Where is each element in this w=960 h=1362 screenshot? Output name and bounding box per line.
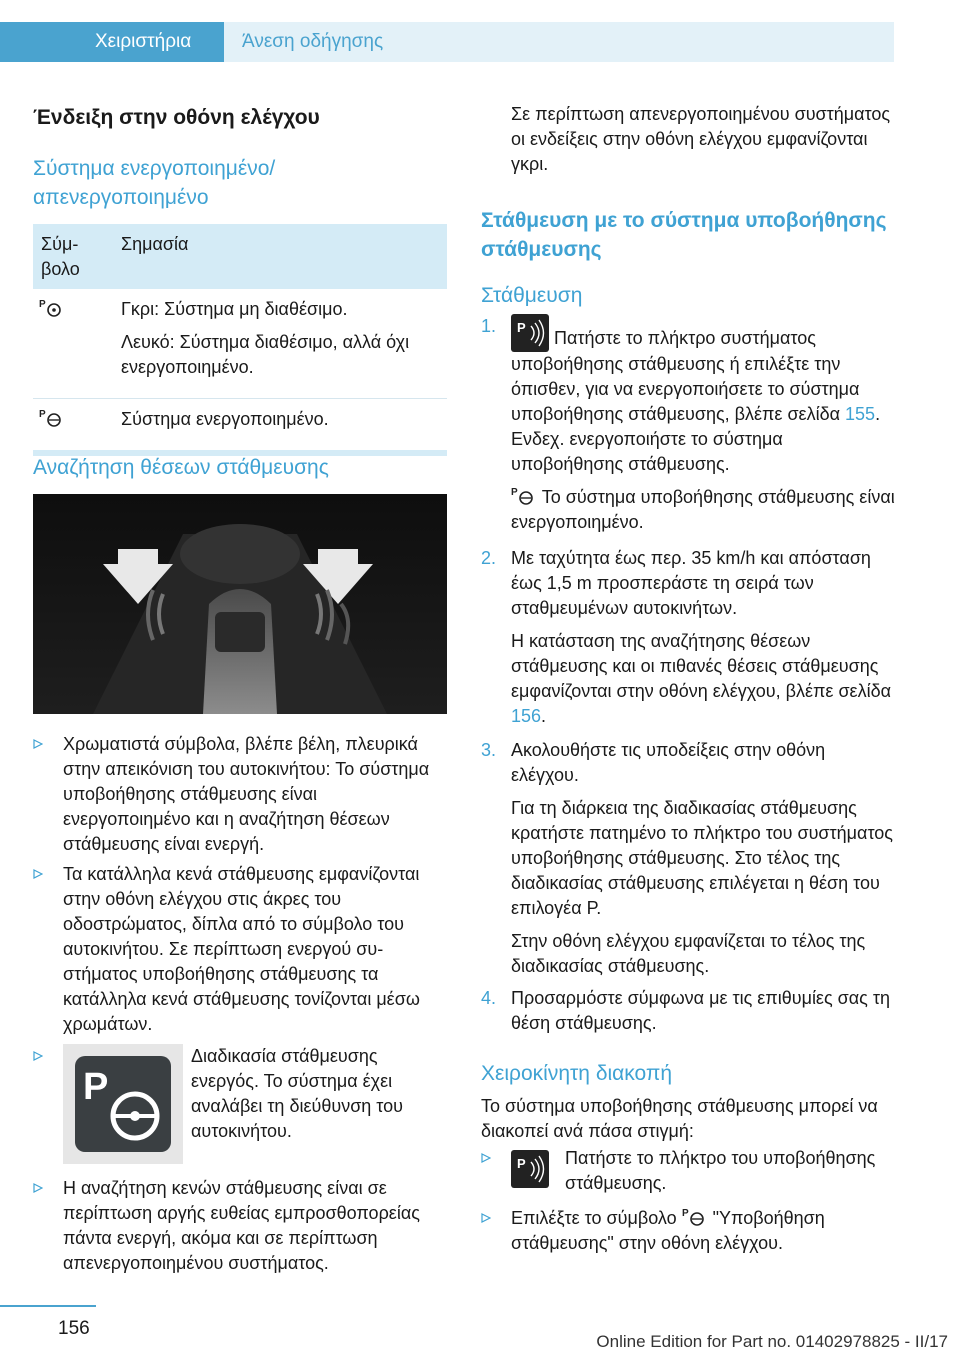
bullet-text: Πατήστε το πλήκτρο του υποβοήθησης στάθμευσης. bbox=[565, 1148, 876, 1193]
row1-gray: Γκρι: Σύστημα μη διαθέσιμο. bbox=[121, 299, 348, 319]
bullet-triangle-icon bbox=[33, 739, 43, 749]
page-link[interactable]: 155 bbox=[845, 404, 876, 424]
intro-text: Σε περίπτωση απενεργοποιημένου συστήματος οι ενδείξεις στην οθόνη ελέγχου εμφανίζονται γκρι. bbox=[511, 104, 891, 174]
col-symbol: Σύμ- βολο bbox=[41, 234, 80, 279]
page-link[interactable]: 156 bbox=[511, 706, 542, 726]
step-text: Το σύστημα υποβοήθησης στάθμευσης είναι ενεργοποιημένο. bbox=[511, 487, 895, 532]
list-item bbox=[481, 1146, 895, 1196]
bullet-text: Χρωματιστά σύμβολα, βλέπε βέλη, πλευρικά στην απεικόνιση του αυτοκινήτου: Το σύστημα υποβοήθησης στάθμευσης είναι ενεργοποιημένο και η αναζήτηση θέσεων στάθμευσης είναι ενεργή. bbox=[63, 734, 430, 854]
list-item bbox=[33, 862, 447, 1037]
subheading-parking-search: Αναζήτηση θέσεων στάθμευσης bbox=[33, 456, 329, 479]
step-text: Προσαρμόστε σύμφωνα με τις επιθυμίες σας τη θέση στάθμευσης. bbox=[511, 988, 890, 1033]
svg-text:P: P bbox=[511, 487, 518, 498]
parking-in-progress-icon bbox=[63, 1044, 183, 1164]
list-item bbox=[481, 986, 895, 1044]
parking-search-display-image bbox=[33, 494, 447, 714]
bullet-text: Τα κατάλληλα κενά στάθμευσης εμφανίζονται στην οθόνη ελέγχου στις άκρες του οδοστρώματος, δίπλα από το σύμβολο του αυτοκινήτου. Σε περίπτωση ενεργού συστήματος υποβοήθησης στάθμευσης τα κατάλληλα κενά στάθμευσης τονίζονται μέσω χρωμάτων. bbox=[63, 864, 420, 1034]
list-item bbox=[33, 1176, 447, 1276]
svg-text:P: P bbox=[39, 409, 46, 420]
svg-text:P: P bbox=[39, 299, 46, 310]
park-assist-button-icon bbox=[511, 314, 549, 352]
park-assist-active-icon bbox=[39, 408, 65, 428]
list-item bbox=[33, 1044, 447, 1144]
heading-parking-with-assist: Στάθμευση με το σύστημα υποβοήθησης στάθμευσης bbox=[481, 209, 887, 261]
bullet-triangle-icon bbox=[33, 1051, 43, 1061]
symbol-table bbox=[33, 224, 447, 456]
subheading-system-status: Σύστημα ενεργοποιημένο/ απενεργοποιημένο bbox=[33, 157, 276, 209]
step-text: Στην οθόνη ελέγχου εμφανίζεται το τέλος της διαδικασίας στάθμευσης. bbox=[511, 931, 866, 976]
park-assist-active-icon bbox=[511, 486, 537, 506]
footer-rule bbox=[0, 1305, 96, 1307]
bullet-triangle-icon bbox=[481, 1213, 491, 1223]
step-text: Πατήστε το πλήκτρο συστήματος υποβοήθησης στάθμευσης ή επιλέξτε την όπισθεν, για να ενεργοποιήσετε το σύστημα υποβοήθησης στάθμευσης, βλέπε σελίδα bbox=[511, 328, 860, 424]
table-header bbox=[33, 224, 447, 289]
svg-text:P: P bbox=[83, 1066, 109, 1108]
row2-active: Σύστημα ενεργοποιημένο. bbox=[121, 409, 329, 429]
bullet-text: Η αναζήτηση κενών στάθμευσης είναι σε περίπτωση αργής ευθείας εμπροσθοπορείας πάντα ενεργή, ακόμα και σε περίπτωση απενεργοποιημένου συστήματος. bbox=[63, 1178, 420, 1273]
step-text: Ακολουθήστε τις υποδείξεις στην οθόνη ελέγχου. bbox=[511, 740, 826, 785]
list-item bbox=[481, 314, 895, 543]
step-number: 1. bbox=[481, 316, 497, 336]
bullet-triangle-icon bbox=[33, 1183, 43, 1193]
tab-controls[interactable]: Χειριστήρια bbox=[0, 22, 224, 62]
subheading-manual-stop: Χειροκίνητη διακοπή bbox=[481, 1062, 673, 1085]
list-item bbox=[481, 546, 895, 737]
edition-note: Online Edition for Part no. 01402978825 - II/17 bbox=[596, 1332, 948, 1351]
bullet-text: "Υποβοήθηση στάθμευσης" στην οθόνη ελέγχου. bbox=[511, 1208, 825, 1253]
step-text: Με ταχύτητα έως περ. 35 km/h και απόσταση έως 1,5 m προσπεράστε τη σειρά των σταθμευμένων αυτοκινήτων. bbox=[511, 548, 871, 618]
svg-text:P: P bbox=[517, 1156, 526, 1171]
bullet-triangle-icon bbox=[33, 869, 43, 879]
step-number: 3. bbox=[481, 740, 497, 760]
row1-white: Λευκό: Σύστημα διαθέσιμο, αλλά όχι ενεργοποιημένο. bbox=[121, 332, 410, 377]
manual-stop-text: Το σύστημα υποβοήθησης στάθμευσης μπορεί να διακοπεί ανά πάσα στιγμή: bbox=[481, 1096, 878, 1141]
step-text: Για τη διάρκεια της διαδικασίας στάθμευσης κρατήστε πατημένο το πλήκτρο του συστήματος υποβοήθησης στάθμευσης. Στο τέλος της διαδικασίας στάθμευσης επιλέγεται η θέση του επιλογέα P. bbox=[511, 798, 893, 918]
subheading-parking: Στάθμευση bbox=[481, 284, 583, 307]
bullet-text: Επιλέξτε το σύμβολο bbox=[511, 1208, 677, 1228]
page-number: 156 bbox=[58, 1318, 90, 1339]
park-assist-active-icon bbox=[682, 1207, 708, 1227]
list-item bbox=[481, 738, 895, 987]
step-number: 2. bbox=[481, 548, 497, 568]
bullet-triangle-icon bbox=[481, 1153, 491, 1163]
table-row bbox=[33, 399, 447, 450]
list-item bbox=[33, 732, 447, 857]
list-item bbox=[481, 1206, 895, 1256]
step-number: 4. bbox=[481, 988, 497, 1008]
bullet-text: Διαδικασία στάθμευσης ενεργός. Το σύστημα έχει αναλάβει τη διεύθυνση του αυτοκινήτου. bbox=[191, 1046, 404, 1141]
step-text: . bbox=[541, 706, 547, 726]
svg-text:P: P bbox=[517, 320, 526, 335]
park-assist-gray-icon bbox=[39, 298, 65, 318]
svg-text:P: P bbox=[681, 1208, 689, 1219]
heading-display: Ένδειξη στην οθόνη ελέγχου bbox=[33, 106, 320, 129]
park-assist-button-icon bbox=[511, 1150, 549, 1188]
col-meaning: Σημασία bbox=[121, 234, 189, 254]
table-row bbox=[33, 289, 447, 399]
step-text: Η κατάσταση της αναζήτησης θέσεων στάθμευσης και οι πιθανές θέσεις στάθμευσης εμφανίζονται στην οθόνη ελέγχου, βλέπε σελίδα bbox=[511, 631, 892, 701]
step-text: . Ενδεχ. ενεργοποιήστε το σύστημα υποβοήθησης στάθμευσης. bbox=[511, 404, 881, 474]
tab-driving-comfort[interactable]: Άνεση οδήγησης bbox=[224, 22, 894, 62]
